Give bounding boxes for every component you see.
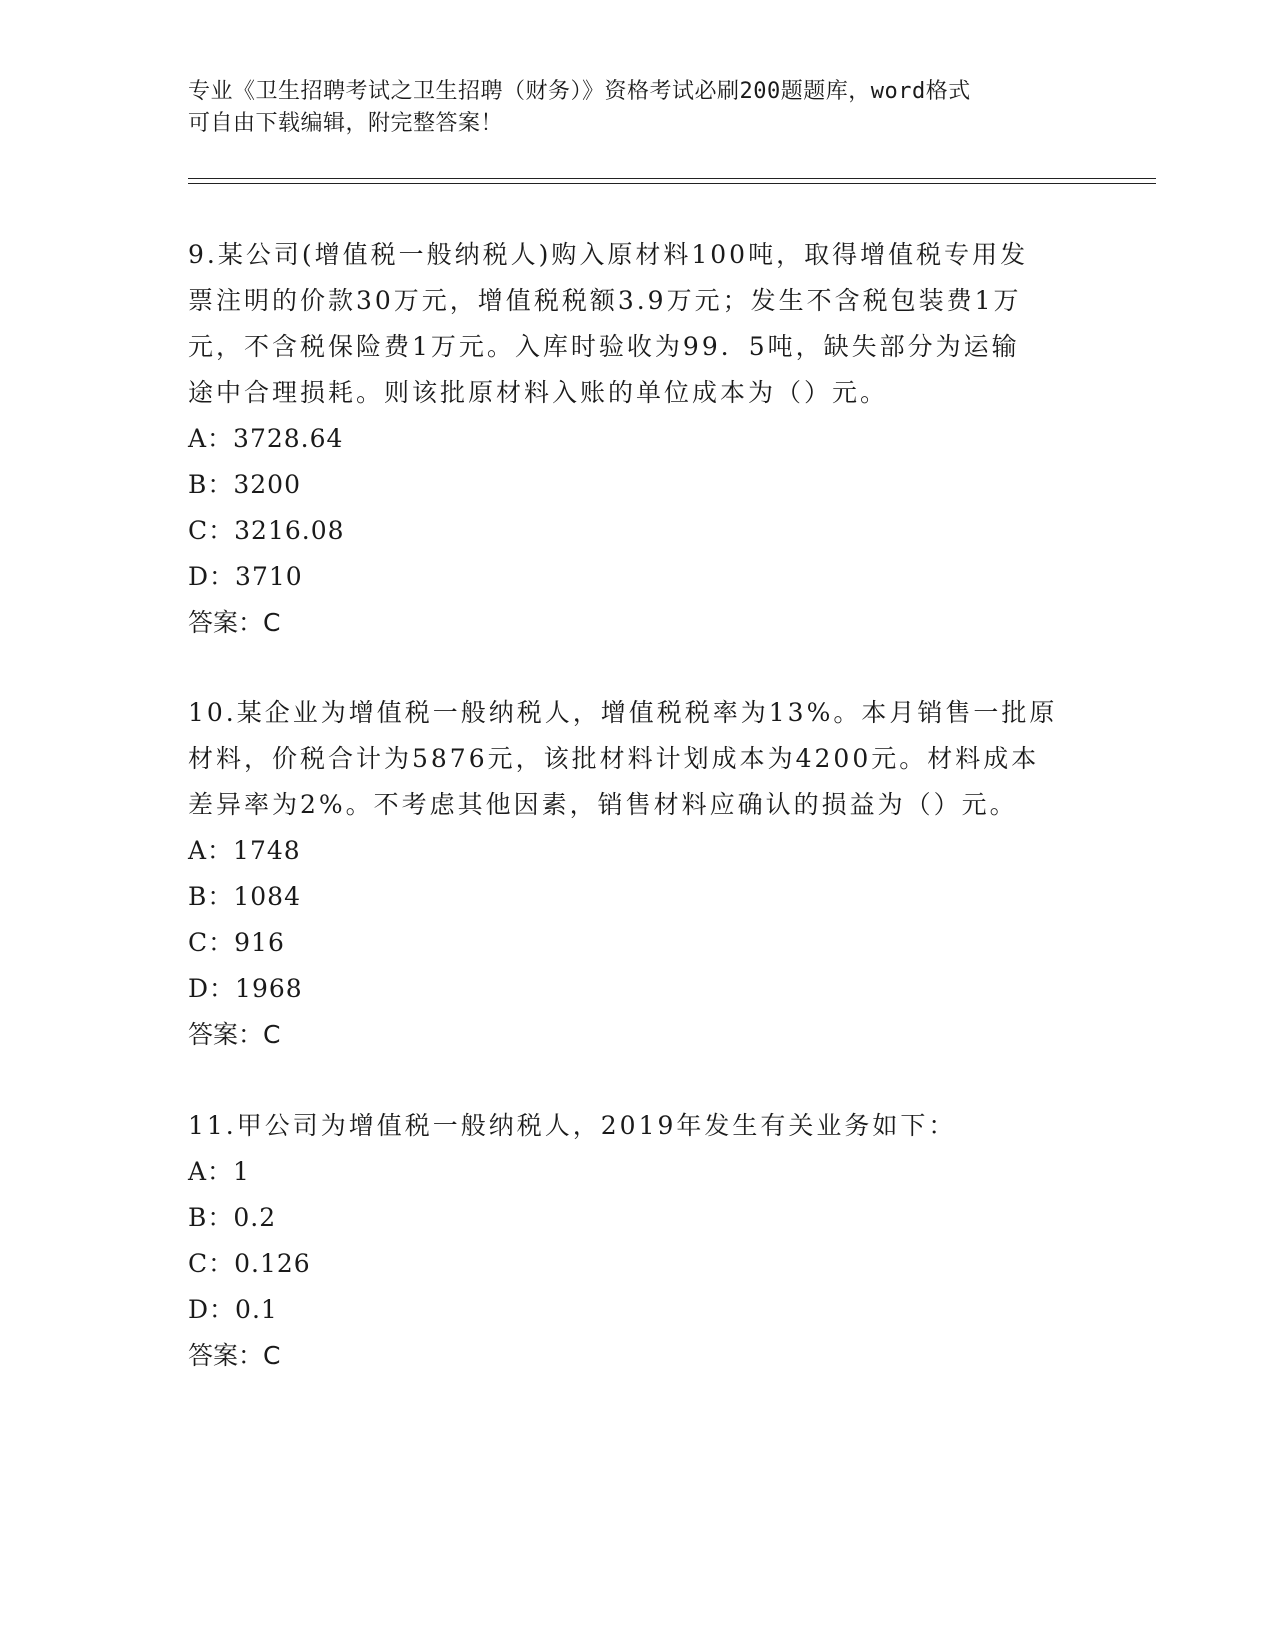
question-text — [188, 1103, 1078, 1149]
option-a: A：3728.64 — [188, 424, 344, 453]
question-line: 票注明的价款30万元，增值税税额3.9万元；发生不含税包装费1万 — [188, 286, 1022, 315]
answer-line: 答案：C — [188, 1020, 281, 1049]
question-line: 9.某公司(增值税一般纳税人)购入原材料100吨，取得增值税专用发 — [188, 240, 1029, 269]
option-c: C：0.126 — [188, 1249, 311, 1278]
question-line: 元，不含税保险费1万元。入库时验收为99．5吨，缺失部分为运输 — [188, 332, 1020, 361]
answer-line: 答案：C — [188, 608, 281, 637]
header-line: 专业《卫生招聘考试之卫生招聘（财务）》资格考试必刷200题题库，word格式 — [188, 79, 971, 104]
header-divider — [188, 183, 1156, 184]
question-line: 11.甲公司为增值税一般纳税人，2019年发生有关业务如下： — [188, 1111, 957, 1140]
question-text — [188, 690, 1078, 828]
option-c: C：916 — [188, 928, 285, 957]
header-line: 可自由下载编辑，附完整答案！ — [188, 111, 504, 136]
question-line: 材料，价税合计为5876元，该批材料计划成本为4200元。材料成本 — [188, 744, 1040, 773]
question-line: 途中合理损耗。则该批原材料入账的单位成本为（）元。 — [188, 378, 889, 407]
question-text — [188, 232, 1078, 416]
option-c: C：3216.08 — [188, 516, 345, 545]
question-line: 10.某企业为增值税一般纳税人，增值税税率为13%。本月销售一批原 — [188, 698, 1058, 727]
header-divider — [188, 178, 1156, 179]
option-a: A：1 — [188, 1157, 250, 1186]
document-header — [188, 76, 1088, 140]
option-b: B：3200 — [188, 470, 301, 499]
option-a: A：1748 — [188, 836, 301, 865]
option-d: D：3710 — [188, 562, 303, 591]
question-block — [188, 232, 1078, 646]
question-line: 差异率为2%。不考虑其他因素，销售材料应确认的损益为（）元。 — [188, 790, 1018, 819]
option-d: D：0.1 — [188, 1295, 278, 1324]
question-block — [188, 690, 1078, 1058]
option-d: D：1968 — [188, 974, 303, 1003]
answer-line: 答案：C — [188, 1341, 281, 1370]
question-block — [188, 1103, 1078, 1379]
option-b: B：0.2 — [188, 1203, 277, 1232]
option-b: B：1084 — [188, 882, 301, 911]
